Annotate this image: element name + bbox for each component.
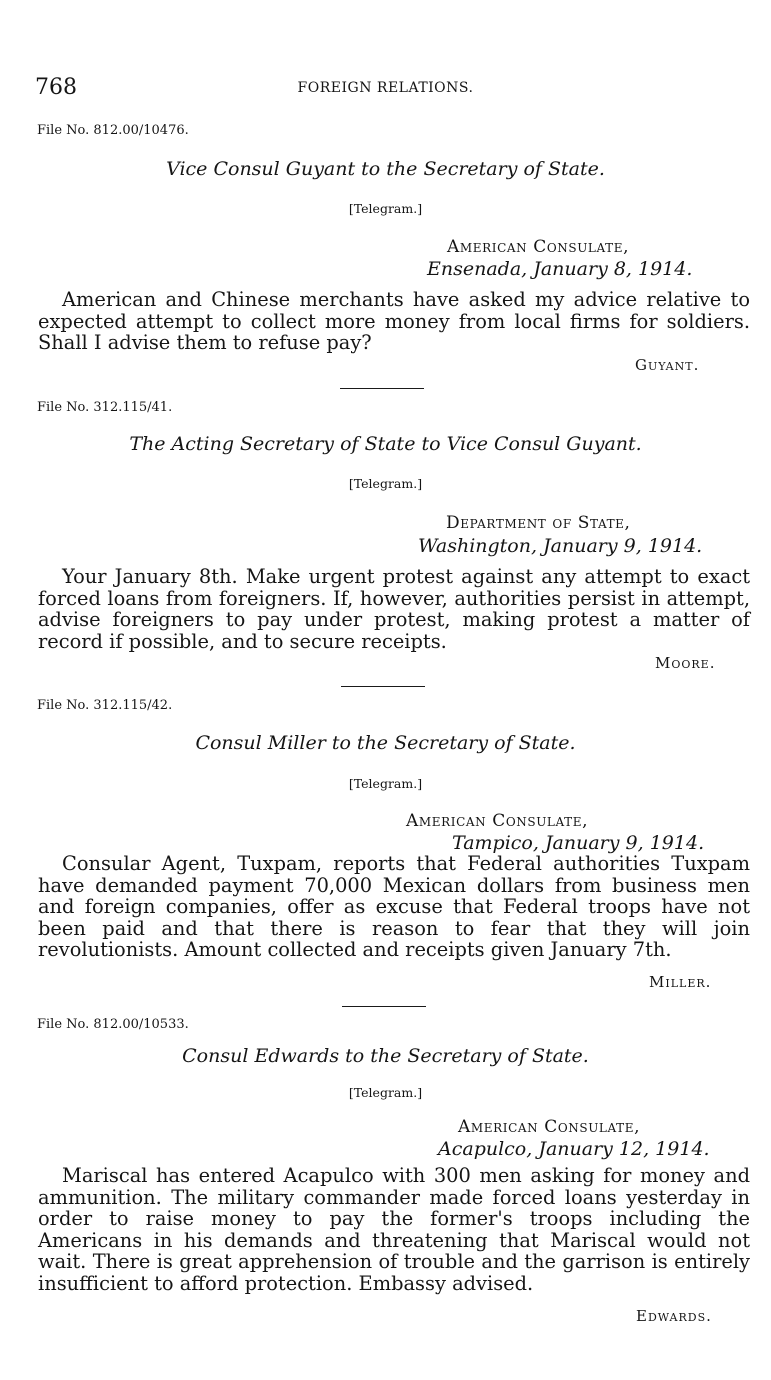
document-type: [Telegram.] [348, 476, 423, 491]
section-divider [342, 1006, 426, 1007]
message-body: Consular Agent, Tuxpam, reports that Federal authorities Tuxpam have demanded payment 70,000 Mexican dollars from business men and foreign companies, offer as excuse that Federal troops have not been paid and that there is reason to fear that they will join revolutionists. Amount collected and receipts given January 7th. [38, 852, 750, 962]
file-number: File No. 812.00/10476. [37, 123, 189, 138]
signature: Moore. [655, 654, 716, 672]
message-body: Your January 8th. Make urgent protest against any attempt to exact forced loans from foreigners. If, however, authorities persist in attempt, advise foreigners to pay under protest, making protest a matter of record if possible, and to secure receipts. [38, 565, 750, 653]
message-body: Mariscal has entered Acapulco with 300 men asking for money and ammunition. The military commander made forced loans yesterday in order to raise money to pay the former's troops including the Americans in his demands and threatening that Mariscal would not wait. There is great apprehension of trouble and the garrison is entirely insufficient to afford protection. Embassy advised. [38, 1164, 750, 1295]
document-title: Consul Edwards to the Secretary of State. [182, 1045, 589, 1067]
document-type: [Telegram.] [348, 776, 423, 791]
file-number: File No. 312.115/41. [37, 400, 173, 415]
signature: Guyant. [635, 356, 700, 374]
document-title: Consul Miller to the Secretary of State. [195, 732, 576, 754]
section-divider [341, 686, 425, 687]
sender-place: American Consulate, [458, 1117, 641, 1137]
signature: Edwards. [636, 1307, 712, 1325]
document-title: The Acting Secretary of State to Vice Consul Guyant. [129, 433, 642, 455]
document-type: [Telegram.] [348, 1085, 423, 1100]
section-divider [340, 388, 424, 389]
sender-place: American Consulate, [406, 811, 589, 831]
dateline: Washington, January 9, 1914. [418, 535, 703, 557]
file-number: File No. 312.115/42. [37, 698, 173, 713]
file-number: File No. 812.00/10533. [37, 1017, 189, 1032]
sender-place: Department of State, [446, 513, 631, 533]
signature: Miller. [649, 973, 712, 991]
message-body: American and Chinese merchants have asked my advice relative to expected attempt to collect more money from local firms for soldiers. Shall I advise them to refuse pay? [38, 288, 750, 355]
page-number: 768 [35, 75, 77, 100]
dateline: Tampico, January 9, 1914. [452, 832, 705, 854]
page-header [0, 76, 771, 100]
running-title: FOREIGN RELATIONS. [297, 80, 474, 96]
dateline: Acapulco, January 12, 1914. [438, 1138, 710, 1160]
document-title: Vice Consul Guyant to the Secretary of State. [166, 158, 605, 180]
dateline: Ensenada, January 8, 1914. [427, 258, 693, 280]
document-type: [Telegram.] [348, 201, 423, 216]
sender-place: American Consulate, [447, 237, 630, 257]
